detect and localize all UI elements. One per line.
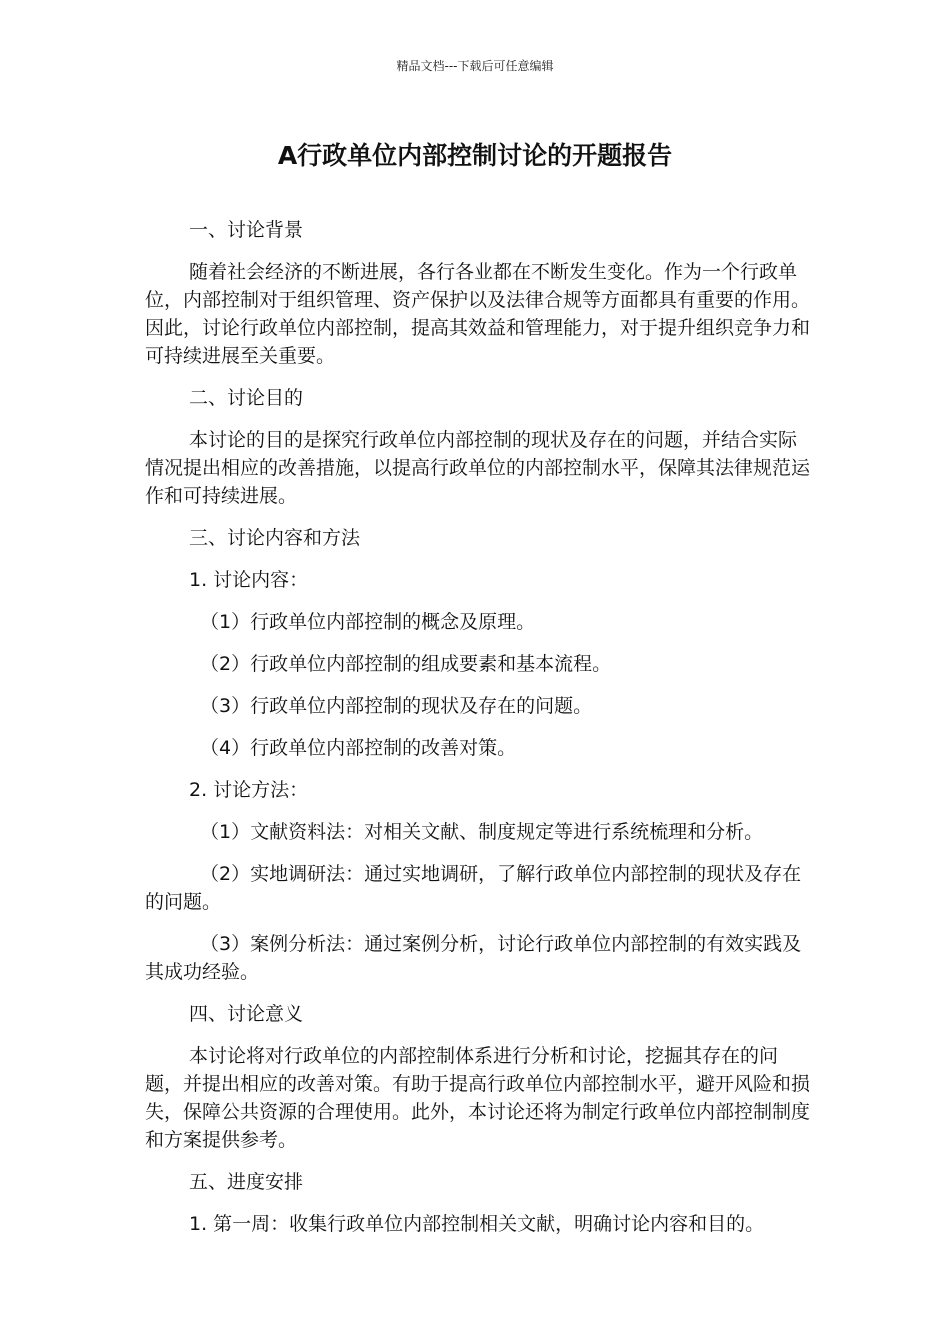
page-header: 精品文档---下载后可任意编辑: [396, 59, 554, 73]
list-item: （1）文献资料法：对相关文献、制度规定等进行系统梳理和分析。: [200, 821, 764, 843]
section-heading-content-method: 三、讨论内容和方法: [189, 527, 361, 549]
section-heading-purpose: 二、讨论目的: [189, 387, 304, 409]
list-item: （2）行政单位内部控制的组成要素和基本流程。: [200, 653, 612, 675]
list-item: （3）行政单位内部控制的现状及存在的问题。: [200, 695, 593, 717]
subheading-method: 2. 讨论方法：: [189, 779, 309, 801]
document-body: [145, 216, 810, 1252]
section-heading-schedule: 五、进度安排: [189, 1171, 304, 1193]
paragraph-purpose: 本讨论的目的是探究行政单位内部控制的现状及存在的问题，并结合实际情况提出相应的改善措施，以提高行政单位的内部控制水平，保障其法律规范运作和可持续进展。: [145, 429, 811, 507]
document-title: A行政单位内部控制讨论的开题报告: [277, 141, 673, 170]
paragraph-significance: 本讨论将对行政单位的内部控制体系进行分析和讨论，挖掘其存在的问题，并提出相应的改善对策。有助于提高行政单位内部控制水平，避开风险和损失，保障公共资源的合理使用。此外，本讨论还将为制定行政单位内部控制制度和方案提供参考。: [145, 1045, 811, 1151]
list-item: （3）案例分析法：通过案例分析，讨论行政单位内部控制的有效实践及其成功经验。: [145, 933, 802, 983]
list-item: （1）行政单位内部控制的概念及原理。: [200, 611, 536, 633]
section-heading-background: 一、讨论背景: [189, 219, 304, 241]
section-heading-significance: 四、讨论意义: [189, 1003, 304, 1025]
list-item: （2）实地调研法：通过实地调研，了解行政单位内部控制的现状及存在的问题。: [145, 863, 802, 913]
subheading-content: 1. 讨论内容：: [189, 569, 309, 591]
list-item: 1. 第一周：收集行政单位内部控制相关文献，明确讨论内容和目的。: [189, 1213, 765, 1235]
paragraph-background: 随着社会经济的不断进展，各行各业都在不断发生变化。作为一个行政单位，内部控制对于组织管理、资产保护以及法律合规等方面都具有重要的作用。因此，讨论行政单位内部控制，提高其效益和管理能力，对于提升组织竞争力和可持续进展至关重要。: [145, 261, 811, 367]
list-item: （4）行政单位内部控制的改善对策。: [200, 737, 517, 759]
